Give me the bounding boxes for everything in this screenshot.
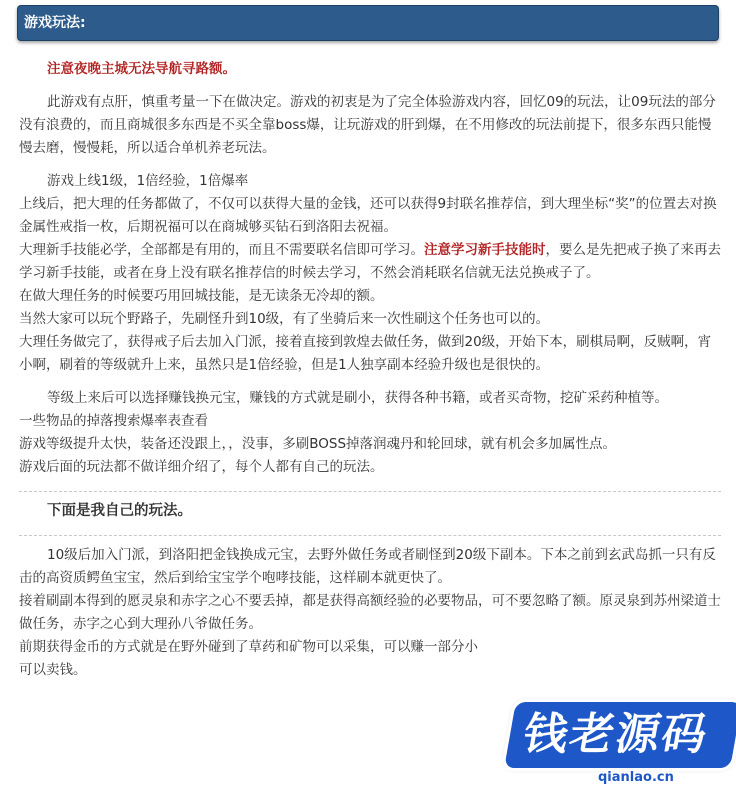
article-body xyxy=(19,58,721,682)
newbie-skills-text-1: 大理新手技能必学，全部都是有用的，而且不需要联名信即可学习。 xyxy=(19,242,424,258)
paragraph-sect-join: 10级后加入门派，到洛阳把金钱换成元宝，去野外做任务或者刷怪到20级下副本。下本之前到玄武岛抓一只有反击的高资质鳄鱼宝宝，然后到给宝宝学个咆哮技能，这样刷本就更快了。 xyxy=(19,547,716,586)
paragraph-attributes: 游戏等级提升太快，装备还没跟上，，没事，多刷BOSS掉落润魂丹和轮回球，就有机会多加属性点。 xyxy=(19,436,617,452)
paragraph-intro: 此游戏有点肝，慎重考量一下在做决定。游戏的初衷是为了完全体验游戏内容，回忆09的玩法，让09玩法的部分没有浪费的，而且商城很多东西是不买全靠boss爆，让玩游戏的肝到爆，在不用修改的玩法前提下，很多东西只能慢慢去磨，慢慢耗，所以适合单机养老玩法。 xyxy=(19,94,716,156)
paragraph-newbie-skills xyxy=(19,239,721,285)
watermark-text: 钱老源码 xyxy=(519,709,713,760)
paragraph-gold: 前期获得金币的方式就是在野外碰到了草药和矿物可以采集，可以赚一部分小 xyxy=(19,639,478,655)
watermark-url: qianlao.cn xyxy=(598,770,674,785)
section-header-title: 游戏玩法: xyxy=(24,15,86,31)
warning-night-navigation: 注意夜晚主城无法导航寻路额。 xyxy=(47,61,236,77)
paragraph-dungeon-items: 接着刷副本得到的愿灵泉和赤字之心不要丢掉，都是获得高额经验的必要物品，可不要忽略了额。原灵泉到苏州梁道士做任务，赤字之心到大理孙八爷做任务。 xyxy=(19,593,721,632)
paragraph-later-play: 游戏后面的玩法都不做详细介绍了，每个人都有自己的玩法。 xyxy=(19,459,384,475)
watermark-logo xyxy=(504,702,736,768)
paragraph-wild-route: 当然大家可以玩个野路子，先刷怪升到10级，有了坐骑后来一次性刷这个任务也可以的。 xyxy=(19,311,550,327)
section-header xyxy=(17,5,719,41)
section-divider-2 xyxy=(19,535,721,536)
paragraph-leveling: 大理任务做完了，获得戒子后去加入门派，接着直接到敦煌去做任务，做到20级，开始下本，刷棋局啊，反贼啊，宵小啊，刷着的等级就升上来，虽然只是1倍经验，但是1人独享副本经验升级也是很快的。 xyxy=(19,334,712,373)
paragraph-return-skill: 在做大理任务的时候要巧用回城技能，是无读条无冷却的额。 xyxy=(19,288,384,304)
newbie-skills-warning: 注意学习新手技能时 xyxy=(424,242,546,258)
paragraph-rates: 游戏上线1级，1倍经验，1倍爆率 xyxy=(47,173,249,189)
newbie-skills-text-2: ，要么是先把戒子换了来再去学习新手技能，或者在身上没有联名推荐信的时候去学习，不然会消耗联名信就无法兑换戒子了。 xyxy=(19,242,721,281)
paragraph-dali-tasks: 上线后，把大理的任务都做了，不仅可以获得大量的金钱，还可以获得9封联名推荐信，到大理坐标“奖”的位置去对换金属性戒指一枚，后期祝福可以在商城够买钻石到洛阳去祝福。 xyxy=(19,196,717,235)
paragraph-earning: 等级上来后可以选择赚钱换元宝，赚钱的方式就是刷小，获得各种书籍，或者买奇物，挖矿采药种植等。 xyxy=(47,390,668,406)
paragraph-sell: 可以卖钱。 xyxy=(19,662,87,678)
paragraph-drop-table: 一些物品的掉落搜索爆率表查看 xyxy=(19,413,208,429)
section-divider xyxy=(19,491,721,492)
my-playstyle-title: 下面是我自己的玩法。 xyxy=(47,503,192,519)
